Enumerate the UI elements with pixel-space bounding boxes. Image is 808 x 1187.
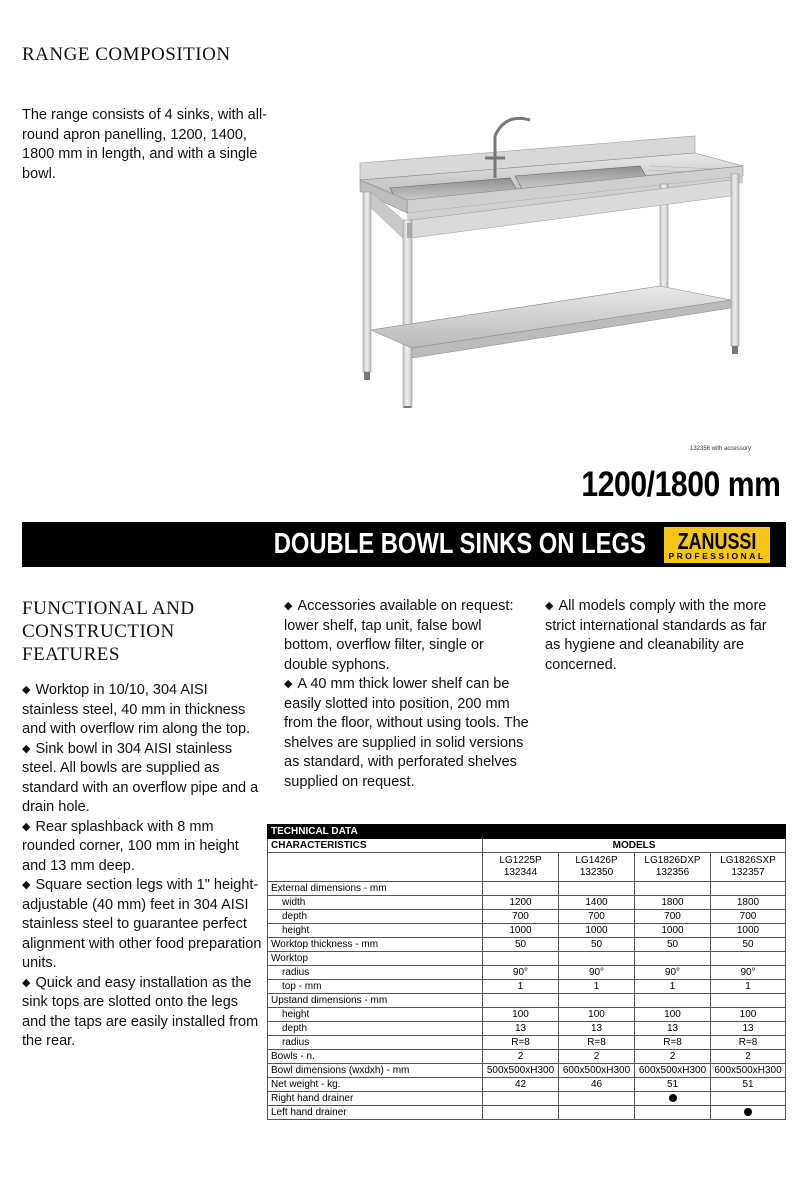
table-title: TECHNICAL DATA: [268, 825, 786, 839]
diamond-bullet-icon: ◆: [284, 600, 293, 612]
value-cell: 1: [559, 980, 635, 994]
value-cell: 90°: [559, 966, 635, 980]
diamond-bullet-icon: ◆: [545, 600, 554, 612]
table-row: [268, 980, 786, 994]
model-cell: LG1826DXP 132356: [635, 853, 711, 882]
table-row: [268, 1106, 786, 1120]
filled-dot-icon: [669, 1094, 677, 1102]
value-cell: [483, 1092, 559, 1106]
row-label: Upstand dimensions - mm: [268, 994, 483, 1008]
size-range-title: 1200/1800 mm: [580, 465, 780, 504]
value-cell: [483, 1106, 559, 1120]
table-row: [268, 952, 786, 966]
value-cell: [635, 1106, 711, 1120]
value-cell: [635, 994, 711, 1008]
table-row: [268, 896, 786, 910]
feature-item: ◆ Square section legs with 1" height-adjustable (40 mm) feet in 304 AISI stainless steel to guarantee perfect alignment with other food preparation units.: [22, 877, 262, 971]
row-label: Worktop: [268, 952, 483, 966]
zanussi-logo: [664, 527, 770, 563]
value-cell: [711, 1092, 786, 1106]
table-row: [268, 910, 786, 924]
value-cell: [635, 882, 711, 896]
value-cell: 600x500xH300: [711, 1064, 786, 1078]
feature-item: ◆ Sink bowl in 304 AISI stainless steel. All bowls are supplied as standard with an overflow pipe and a drain hole.: [22, 740, 259, 815]
row-label: Bowls - n.: [268, 1050, 483, 1064]
value-cell: 700: [635, 910, 711, 924]
value-cell: R=8: [483, 1036, 559, 1050]
features-column-3: [545, 597, 785, 675]
value-cell: 1000: [559, 924, 635, 938]
value-cell: 90°: [635, 966, 711, 980]
value-cell: 1800: [711, 896, 786, 910]
model-cell: LG1225P 132344: [483, 853, 559, 882]
value-cell: 50: [483, 938, 559, 952]
value-cell: 1200: [483, 896, 559, 910]
table-row: [268, 1036, 786, 1050]
features-column-1: [22, 681, 262, 1052]
value-cell: 1: [711, 980, 786, 994]
row-label: height: [268, 1008, 483, 1022]
value-cell: 50: [635, 938, 711, 952]
diamond-bullet-icon: ◆: [22, 976, 31, 989]
table-title-row: [268, 825, 786, 839]
row-label: External dimensions - mm: [268, 882, 483, 896]
value-cell: 1000: [483, 924, 559, 938]
value-cell: 13: [559, 1022, 635, 1036]
value-cell: 100: [635, 1008, 711, 1022]
row-label: Net weight - kg.: [268, 1078, 483, 1092]
double-bowl-sink-image: [355, 108, 755, 408]
features-heading: FUNCTIONAL AND CONSTRUCTION FEATURES: [22, 598, 195, 665]
row-label: Worktop thickness - mm: [268, 938, 483, 952]
value-cell: [711, 882, 786, 896]
value-cell: 1400: [559, 896, 635, 910]
value-cell: 50: [559, 938, 635, 952]
value-cell: 1000: [635, 924, 711, 938]
value-cell: [559, 882, 635, 896]
value-cell: R=8: [559, 1036, 635, 1050]
features-column-2: [284, 597, 529, 792]
value-cell: 90°: [711, 966, 786, 980]
value-cell: 90°: [483, 966, 559, 980]
model-cell: LG1826SXP 132357: [711, 853, 786, 882]
diamond-bullet-icon: ◆: [22, 684, 31, 696]
value-cell: [483, 952, 559, 966]
image-caption: 132356 with accessory: [690, 446, 752, 452]
row-label: Right hand drainer: [268, 1092, 483, 1106]
table-row: [268, 994, 786, 1008]
range-composition-heading: RANGE COMPOSITION: [22, 44, 231, 65]
empty-cell: [268, 853, 483, 882]
value-cell: [483, 994, 559, 1008]
value-cell: [559, 994, 635, 1008]
feature-item: ◆ Accessories available on request: lower shelf, tap unit, false bowl bottom, overflow filter, single or double syphons.: [284, 598, 514, 673]
value-cell: 700: [483, 910, 559, 924]
row-label: radius: [268, 966, 483, 980]
diamond-bullet-icon: ◆: [22, 742, 31, 755]
range-composition-text: The range consists of 4 sinks, with all-round apron panelling, 1200, 1400, 1800 mm in length, and with a single bowl.: [22, 107, 267, 182]
value-cell: 51: [635, 1078, 711, 1092]
table-row: [268, 1092, 786, 1106]
row-label: Bowl dimensions (wxdxh) - mm: [268, 1064, 483, 1078]
value-cell: 13: [635, 1022, 711, 1036]
check-dot-icon: [635, 1092, 711, 1106]
value-cell: 13: [483, 1022, 559, 1036]
value-cell: 50: [711, 938, 786, 952]
technical-data-table: [267, 824, 786, 1120]
brand-subtitle: PROFESSIONAL: [668, 551, 766, 561]
table-row: [268, 1064, 786, 1078]
table-row: [268, 1008, 786, 1022]
diamond-bullet-icon: ◆: [22, 879, 31, 891]
value-cell: [483, 882, 559, 896]
value-cell: 100: [483, 1008, 559, 1022]
model-cell: LG1426P 132350: [559, 853, 635, 882]
feature-item: ◆ Quick and easy installation as the sink tops are slotted onto the legs and the taps are easily installed from the rear.: [22, 974, 259, 1049]
value-cell: 100: [559, 1008, 635, 1022]
table-row: [268, 882, 786, 896]
row-label: top - mm: [268, 980, 483, 994]
value-cell: 1: [635, 980, 711, 994]
value-cell: 700: [559, 910, 635, 924]
filled-dot-icon: [744, 1108, 752, 1116]
models-header: MODELS: [483, 839, 786, 853]
value-cell: 500x500xH300: [483, 1064, 559, 1078]
table-row: [268, 924, 786, 938]
characteristics-header: CHARACTERISTICS: [268, 839, 483, 853]
value-cell: 1800: [635, 896, 711, 910]
table-row: [268, 1050, 786, 1064]
value-cell: 1000: [711, 924, 786, 938]
table-header-row: [268, 839, 786, 853]
value-cell: 46: [559, 1078, 635, 1092]
feature-item: ◆ Rear splashback with 8 mm rounded corner, 100 mm in height and 13 mm deep.: [22, 818, 239, 874]
value-cell: 1: [483, 980, 559, 994]
diamond-bullet-icon: ◆: [22, 820, 31, 833]
table-row: [268, 938, 786, 952]
product-title: DOUBLE BOWL SINKS ON LEGS: [273, 528, 646, 560]
value-cell: [559, 952, 635, 966]
value-cell: 2: [483, 1050, 559, 1064]
value-cell: 100: [711, 1008, 786, 1022]
check-dot-icon: [711, 1106, 786, 1120]
value-cell: R=8: [635, 1036, 711, 1050]
model-names-row: [268, 853, 786, 882]
row-label: depth: [268, 1022, 483, 1036]
row-label: depth: [268, 910, 483, 924]
value-cell: [559, 1092, 635, 1106]
feature-item: ◆ Worktop in 10/10, 304 AISI stainless steel, 40 mm in thickness and with overflow rim along the top.: [22, 682, 251, 737]
value-cell: 600x500xH300: [559, 1064, 635, 1078]
value-cell: [635, 952, 711, 966]
value-cell: 700: [711, 910, 786, 924]
value-cell: 2: [711, 1050, 786, 1064]
row-label: height: [268, 924, 483, 938]
row-label: width: [268, 896, 483, 910]
feature-item: ◆ All models comply with the more strict international standards as far as hygiene and cleanability are concerned.: [545, 598, 767, 673]
value-cell: 2: [635, 1050, 711, 1064]
value-cell: 13: [711, 1022, 786, 1036]
table-row: [268, 1022, 786, 1036]
value-cell: [711, 994, 786, 1008]
value-cell: [711, 952, 786, 966]
table-row: [268, 966, 786, 980]
value-cell: 42: [483, 1078, 559, 1092]
feature-item: ◆ A 40 mm thick lower shelf can be easily slotted into position, 200 mm from the floor, without using tools. The shelves are supplied in solid versions as standard, with perforated shelves supplied on request.: [284, 676, 529, 790]
value-cell: R=8: [711, 1036, 786, 1050]
row-label: radius: [268, 1036, 483, 1050]
value-cell: 600x500xH300: [635, 1064, 711, 1078]
value-cell: [559, 1106, 635, 1120]
value-cell: 2: [559, 1050, 635, 1064]
product-title-bar: [22, 522, 786, 567]
diamond-bullet-icon: ◆: [284, 678, 293, 690]
table-row: [268, 1078, 786, 1092]
row-label: Left hand drainer: [268, 1106, 483, 1120]
brand-name: ZANUSSI: [677, 528, 757, 554]
value-cell: 51: [711, 1078, 786, 1092]
